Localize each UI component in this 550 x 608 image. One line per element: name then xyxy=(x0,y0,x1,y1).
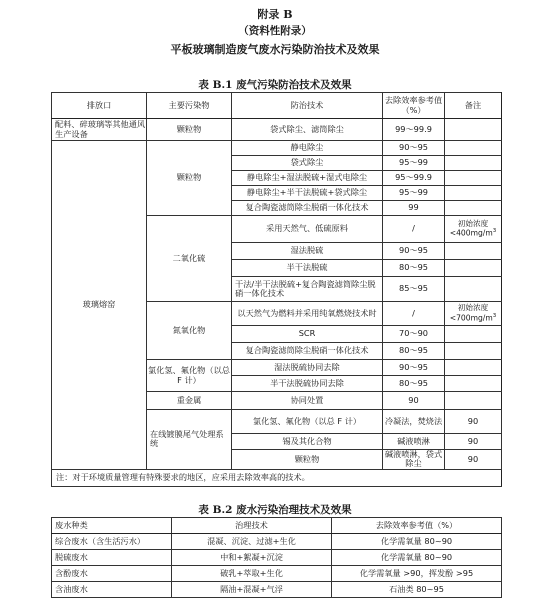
technique-cell: 静电除尘+半干法脱硫+袋式除尘 xyxy=(232,186,383,201)
header-wastewater-type: 废水种类 xyxy=(52,518,172,534)
table-header-row xyxy=(52,518,502,534)
technique-cell: 半干法脱硫协同去除 xyxy=(232,376,383,392)
technique-cell: 袋式除尘、滤筒除尘 xyxy=(232,119,383,141)
technique-cell: 以天然气为燃料并采用纯氧燃烧技术时 xyxy=(232,302,383,326)
technique-cell: 碱液喷淋，袋式除尘 xyxy=(383,450,445,470)
technique-cell: 湿法脱硫 xyxy=(232,243,383,260)
pollutant-cell-heavy-metals: 重金属 xyxy=(147,392,232,410)
technique-cell: 碱液喷淋 xyxy=(383,434,445,450)
technique-cell: 协同处置 xyxy=(232,392,383,410)
efficiency-cell: 90 xyxy=(383,392,445,410)
remarks-cell xyxy=(445,243,502,260)
outlet-cell-coating-system: 在线镀膜尾气处理系统 xyxy=(147,410,232,470)
technique-cell: 破乳+萃取+生化 xyxy=(172,566,332,582)
efficiency-cell: 90～95 xyxy=(383,243,445,260)
remarks-cell xyxy=(445,277,502,302)
technique-cell: 中和+絮凝+沉淀 xyxy=(172,550,332,566)
superscript: 3 xyxy=(492,228,497,235)
technique-cell: 干法/半干法脱硫+复合陶瓷滤筒除尘脱硝一体化技术 xyxy=(232,277,383,302)
technique-cell: 半干法脱硫 xyxy=(232,260,383,277)
table-row xyxy=(52,566,502,582)
superscript: 3 xyxy=(492,312,497,319)
header-technique: 防治技术 xyxy=(232,93,383,119)
efficiency-cell: / xyxy=(383,302,445,326)
efficiency-cell: 化学需氧量 80~90 xyxy=(332,534,502,550)
technique-cell: 隔油+混凝+气浮 xyxy=(172,582,332,598)
remarks-cell-so2 xyxy=(445,216,502,243)
technique-cell: 复合陶瓷滤筒除尘脱硝一体化技术 xyxy=(232,343,383,360)
remark-line: <700mg/m xyxy=(449,313,493,323)
efficiency-cell: 90～95 xyxy=(383,141,445,156)
header-outlet: 排放口 xyxy=(52,93,147,119)
table-header-row xyxy=(52,93,502,119)
efficiency-cell: 石油类 80~95 xyxy=(332,582,502,598)
header-pollutant: 主要污染物 xyxy=(147,93,232,119)
efficiency-cell: / xyxy=(383,216,445,243)
header-remarks: 备注 xyxy=(445,93,502,119)
outlet-cell-glass-furnace: 玻璃熔窑 xyxy=(52,141,147,470)
wastewater-table xyxy=(51,517,502,598)
table-row xyxy=(52,141,502,156)
remark-line: 初始浓度 xyxy=(457,303,489,313)
efficiency-cell: 99 xyxy=(383,201,445,216)
remark-line: <400mg/m xyxy=(449,228,493,238)
remarks-cell xyxy=(445,326,502,343)
efficiency-cell: 80～95 xyxy=(383,343,445,360)
remarks-cell xyxy=(445,343,502,360)
remarks-cell xyxy=(445,392,502,410)
wastewater-type-cell: 含酚废水 xyxy=(52,566,172,582)
efficiency-cell: 化学需氧量 80~90 xyxy=(332,550,502,566)
efficiency-cell: 80～95 xyxy=(383,376,445,392)
table-b1-caption: 表 B.1 废气污染防治技术及效果 xyxy=(198,79,352,91)
efficiency-cell: 95～99 xyxy=(383,156,445,171)
pollutant-cell-nitrogen-oxides: 氮氧化物 xyxy=(147,302,232,360)
appendix-subtitle: （资料性附录） xyxy=(238,25,312,37)
efficiency-cell: 90 xyxy=(445,434,502,450)
remarks-cell xyxy=(445,186,502,201)
remarks-cell xyxy=(445,360,502,376)
technique-cell: SCR xyxy=(232,326,383,343)
efficiency-cell: 99～99.9 xyxy=(383,119,445,141)
table-row xyxy=(52,534,502,550)
pollutant-cell: 颗粒物 xyxy=(232,450,383,470)
pollutant-cell-sulfur-dioxide: 二氧化硫 xyxy=(147,216,232,302)
pollutant-cell: 颗粒物 xyxy=(147,119,232,141)
table-note-row xyxy=(52,469,502,486)
outlet-cell: 配料、碎玻璃等其他通风生产设备 xyxy=(52,119,147,141)
pollutant-cell-hcl-fluoride: 氯化氢、氟化物（以总 F 计） xyxy=(147,360,232,392)
remarks-cell xyxy=(445,156,502,171)
pollutant-cell-particulates: 颗粒物 xyxy=(147,141,232,216)
remarks-cell xyxy=(445,171,502,186)
header-efficiency: 去除效率参考值（%） xyxy=(332,518,502,534)
wastewater-type-cell: 含油废水 xyxy=(52,582,172,598)
table-row xyxy=(52,582,502,598)
technique-cell: 复合陶瓷滤筒除尘脱硝一体化技术 xyxy=(232,201,383,216)
remarks-cell xyxy=(445,201,502,216)
table-b2-caption: 表 B.2 废水污染治理技术及效果 xyxy=(198,504,352,516)
table-row xyxy=(52,550,502,566)
remarks-cell-nox xyxy=(445,302,502,326)
technique-cell: 袋式除尘 xyxy=(232,156,383,171)
header-technique: 治理技术 xyxy=(172,518,332,534)
exhaust-gas-table xyxy=(51,92,502,487)
efficiency-cell: 95～99 xyxy=(383,186,445,201)
table-row xyxy=(52,119,502,141)
remarks-cell xyxy=(445,141,502,156)
wastewater-type-cell: 综合废水（含生活污水） xyxy=(52,534,172,550)
remarks-cell xyxy=(445,119,502,141)
pollutant-cell: 氯化氢、氟化物（以总 F 计） xyxy=(232,410,383,434)
technique-cell: 湿法脱硫协同去除 xyxy=(232,360,383,376)
efficiency-cell: 70～90 xyxy=(383,326,445,343)
efficiency-cell: 90～95 xyxy=(383,360,445,376)
remarks-cell xyxy=(445,376,502,392)
wastewater-type-cell: 脱硫废水 xyxy=(52,550,172,566)
technique-cell: 静电除尘 xyxy=(232,141,383,156)
technique-cell: 静电除尘+湿法脱硫+湿式电除尘 xyxy=(232,171,383,186)
remark-line: 初始浓度 xyxy=(457,218,489,228)
efficiency-cell: 80～95 xyxy=(383,260,445,277)
technique-cell: 采用天然气、低硫原料 xyxy=(232,216,383,243)
appendix-heading: 平板玻璃制造废气废水污染防治技术及效果 xyxy=(170,43,380,56)
table-note: 注：对于环境质量管理有特殊要求的地区，应采用去除效率高的技术。 xyxy=(52,469,502,486)
appendix-title: 附录 B xyxy=(257,8,293,21)
remarks-cell xyxy=(445,260,502,277)
efficiency-cell: 95～99.9 xyxy=(383,171,445,186)
efficiency-cell: 90 xyxy=(445,450,502,470)
efficiency-cell: 85～95 xyxy=(383,277,445,302)
header-efficiency: 去除效率参考值（%） xyxy=(383,93,445,119)
technique-cell: 混凝、沉淀、过滤+生化 xyxy=(172,534,332,550)
pollutant-cell: 锡及其化合物 xyxy=(232,434,383,450)
efficiency-cell: 90 xyxy=(445,410,502,434)
technique-cell: 冷凝法，焚烧法 xyxy=(383,410,445,434)
efficiency-cell: 化学需氧量 >90，挥发酚 >95 xyxy=(332,566,502,582)
